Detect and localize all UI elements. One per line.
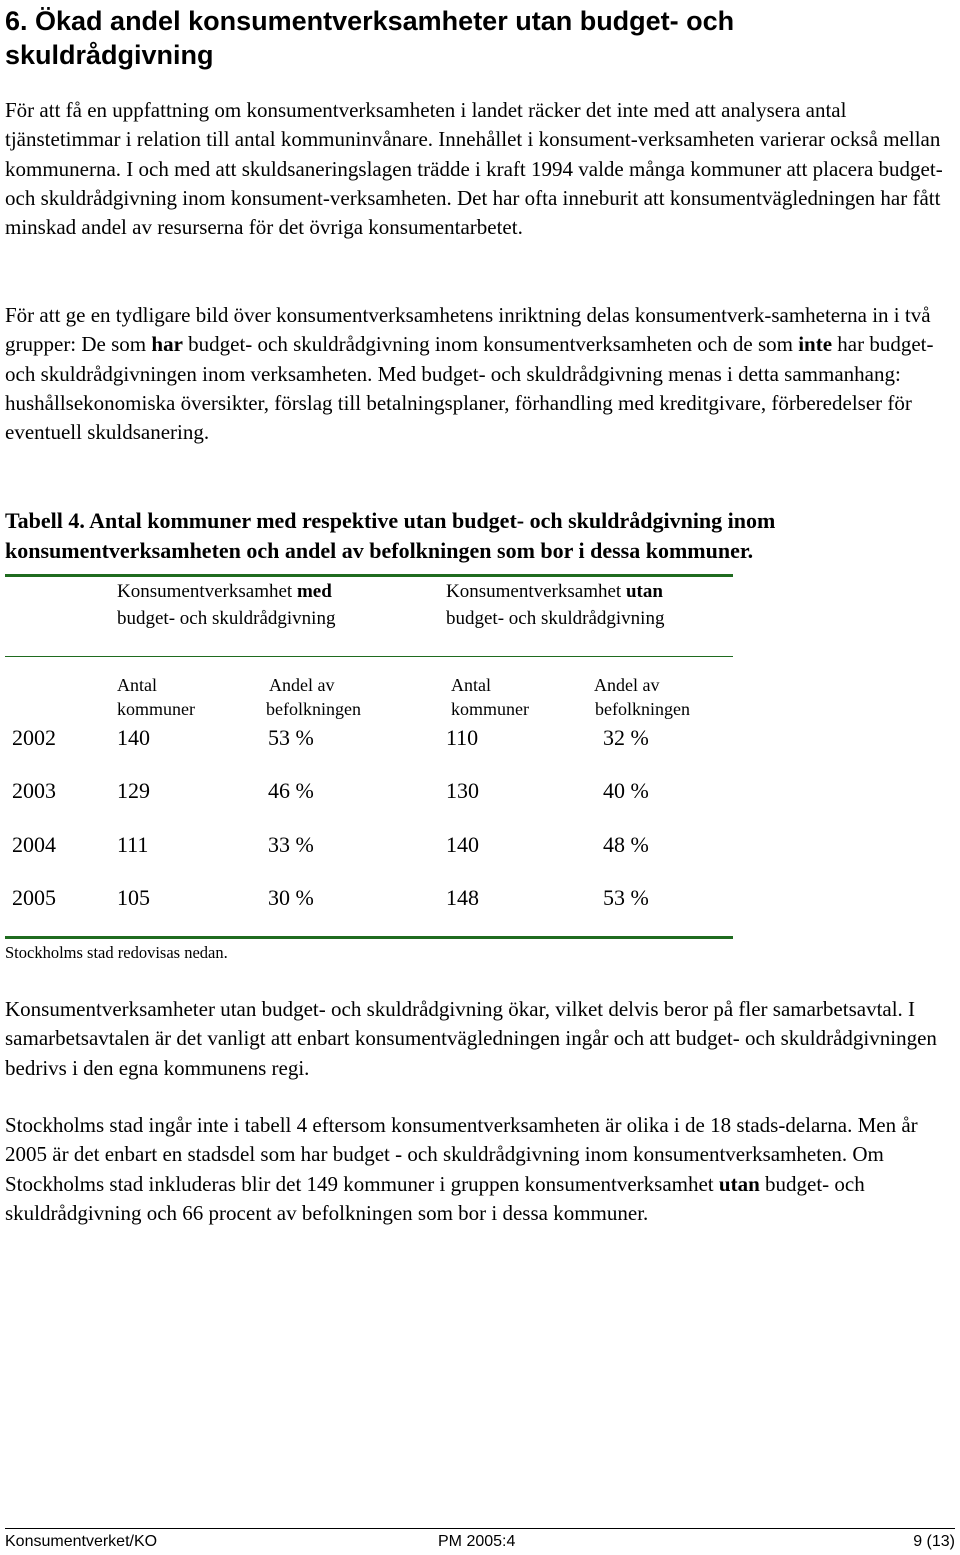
table-cell-with-share: 46 % (268, 778, 314, 803)
table-cell-with-share: 53 % (268, 725, 314, 750)
table-cell-with-count: 129 (117, 778, 150, 803)
paragraph-intro: För att få en uppfattning om konsumentverksamheten i landet räcker det inte med att analysera antal tjänstetimmar i relation till antal kommuninvånare. Innehållet i konsument-verksamheten varierar också mellan kommunerna. I och med att skuldsaneringslagen trädde i kraft 1994 valde många kommuner att placera budget- och skuldrådgivning inom konsument-verksamheten. Det har ofta inneburit att konsumentvägledningen har fått minskad andel av resurserna för det övriga konsumentarbetet. (5, 98, 943, 240)
table-cell-without-share: 53 % (603, 885, 649, 910)
table-cell-without-count: 148 (446, 885, 479, 910)
table-cell-without-count: 140 (446, 832, 479, 857)
column-header-without-share: Andel av befolkningen (594, 675, 690, 719)
table-caption: Tabell 4. Antal kommuner med respektive utan budget- och skuldrådgivning inom konsumentverksamheten och andel av befolkningen som bor i dessa kommuner. (5, 508, 776, 563)
paragraph-stockholm-part-2: budget- och skuldrådgivning och 66 procent av befolkningen som bor i dessa kommuner. (5, 1171, 865, 1225)
table-bottom-rule (5, 936, 733, 939)
paragraph-groups-emphasis-inte: inte (798, 332, 833, 357)
group-header-with (117, 578, 335, 632)
section-heading: 6. Ökad andel konsumentverksamheter utan budget- och skuldrådgivning (5, 6, 735, 70)
column-header-with-count: Antal kommuner (117, 675, 195, 719)
table-cell-with-count: 140 (117, 725, 150, 750)
table-row-year: 2005 (12, 885, 56, 910)
paragraph-groups-part-1: För att ge en tydligare bild över konsumentverksamhetens inriktning delas konsumentverk-samheterna in i två grupper: De som (5, 303, 931, 357)
group-header-without-emphasis: utan (625, 581, 663, 602)
table-row-year: 2002 (12, 725, 56, 750)
footer-page-number: 9 (13) (913, 1533, 955, 1550)
paragraph-agreements: Konsumentverksamheter utan budget- och skuldrådgivning ökar, vilket delvis beror på fler samarbetsavtal. I samarbetsavtalen är det vanligt att enbart konsumentvägledningen ingår och att budget- och skuldrådgivningen bedrivs i den egna kommunens regi. (5, 997, 937, 1080)
group-header-with-line-1: Konsumentverksamhet med (117, 581, 332, 602)
table-cell-with-share: 30 % (268, 885, 314, 910)
footer-rule (5, 1528, 955, 1529)
table-cell-without-share: 40 % (603, 778, 649, 803)
paragraph-groups-emphasis-har: har (151, 332, 183, 357)
table-row-year: 2004 (12, 832, 56, 857)
table-row-year: 2003 (12, 778, 56, 803)
table-cell-without-share: 48 % (603, 832, 649, 857)
paragraph-groups-part-3: har budget-och skuldrådgivningen inom verksamheten. Med budget- och skuldrådgivning menas i detta sammanhang: hushållsekonomiska översikter, förslag till betalningsplaner, förhandling med kreditgivare, förberedelser för eventuell skuldsanering. (5, 332, 934, 445)
group-header-with-emphasis: med (296, 581, 332, 602)
group-header-without (446, 578, 664, 632)
group-header-without-line-1: Konsumentverksamhet utan (446, 581, 663, 602)
paragraph-stockholm-part-1: Stockholms stad ingår inte i tabell 4 eftersom konsumentverksamheten är olika i de 18 stads-delarna. Men år 2005 är det enbart en stadsdel som har budget - och skuldrådgivning inom konsumentverksamheten. Om Stockholms stad inkluderas blir det 149 kommuner i gruppen konsumentverksamhet (5, 1113, 918, 1196)
footer-publisher: Konsumentverket/KO (5, 1533, 158, 1550)
column-header-with-share: Andel av befolkningen (266, 675, 361, 719)
table-cell-without-share: 32 % (603, 725, 649, 750)
paragraph-groups (5, 301, 957, 447)
paragraph-groups-part-2: budget- och skuldrådgivning inom konsumentverksamheten och de som (182, 332, 799, 357)
table-cell-without-count: 110 (446, 725, 479, 750)
footer-document-id: PM 2005:4 (438, 1533, 516, 1550)
table-cell-with-count: 105 (117, 885, 150, 910)
group-header-with-line-2: budget- och skuldrådgivning (117, 608, 336, 629)
column-header-without-count: Antal kommuner (451, 675, 529, 719)
table-cell-with-count: 111 (117, 832, 149, 857)
table-cell-with-share: 33 % (268, 832, 314, 857)
paragraph-stockholm-emphasis-utan: utan (718, 1171, 760, 1196)
group-header-without-line-2: budget- och skuldrådgivning (446, 608, 665, 629)
table-header-rule (5, 656, 733, 657)
table-cell-without-count: 130 (446, 778, 479, 803)
table-top-rule (5, 574, 733, 577)
paragraph-stockholm (5, 1111, 957, 1228)
table-note: Stockholms stad redovisas nedan. (5, 943, 228, 962)
